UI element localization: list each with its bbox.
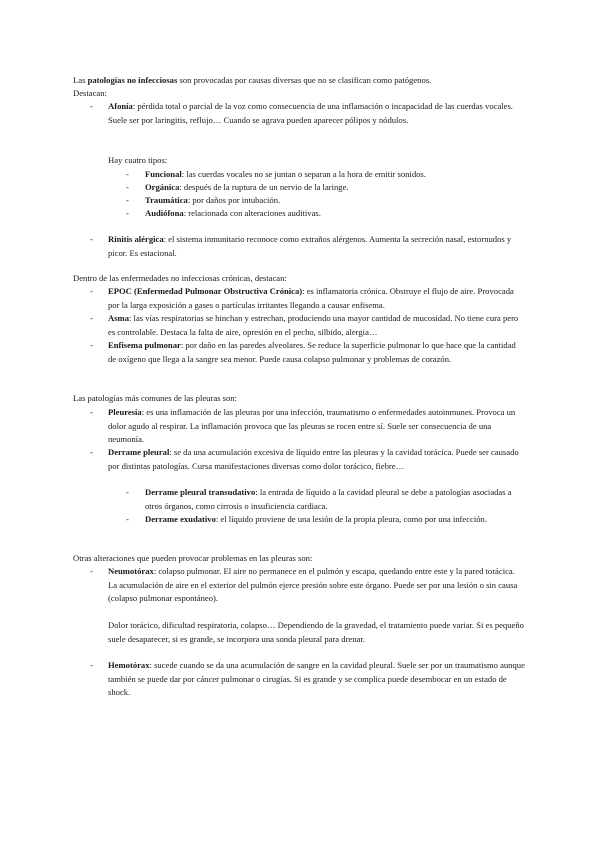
epoc-text: : es inflamatoria crónica. Obstruye el flujo de aire. Provocada por la larga exposición a gases o partículas irritantes llegando a causar enfisema. <box>108 286 514 310</box>
exudativo-text: : el líquido proviene de una lesión de la propia pleura, como por una infección. <box>215 514 487 524</box>
dash-bullet: - <box>90 660 93 670</box>
type-term: Orgánica <box>145 182 180 192</box>
asma-text: : las vías respiratorias se hinchan y estrechan, produciendo una mayor cantidad de mucosidad. No tiene cura pero es controlable. Destaca la falta de aire, opresión en el pecho, silbido, alergia… <box>108 313 519 337</box>
neumotorax-extra: Dolor torácico, dificultad respiratoria, colapso… Dependiendo de la gravedad, el tratamiento puede variar. Si es pequeño suele desaparecer, si es grande, se incorpora una sonda pleural para drenar. <box>108 620 524 644</box>
dash-bullet: - <box>90 101 93 111</box>
type-term: Traumática <box>145 195 188 205</box>
dash-bullet: - <box>126 487 129 497</box>
otras-intro: Otras alteraciones que pueden provocar problemas en las pleuras son: <box>73 553 313 563</box>
dash-bullet: - <box>126 182 129 192</box>
pleuresia-term: Pleuresía <box>108 407 142 417</box>
dash-bullet: - <box>90 313 93 323</box>
derrame-text: : se da una acumulación excesiva de líquido entre las pleuras y la cavidad torácica. Puede ser causado por distintas patologías. Cursa manifestaciones diversas como dolor torácico, fiebre… <box>108 447 519 471</box>
afonia-term: Afonía <box>108 101 133 111</box>
epoc-term: EPOC (Enfermedad Pulmonar Obstructiva Crónica) <box>108 286 303 296</box>
intro-pre: Las <box>73 75 88 85</box>
dash-bullet: - <box>90 566 93 576</box>
afonia-text: : pérdida total o parcial de la voz como consecuencia de una inflamación o incapacidad de las cuerdas vocales. Suele ser por laringitis, reflujo… Cuando se agrava pueden aparecer pólipos y nódulos. <box>108 101 513 125</box>
dash-bullet: - <box>126 169 129 179</box>
enfisema-text: : por daño en las paredes alveolares. Se reduce la superficie pulmonar lo que hace que la cantidad de oxígeno que llega a la sangre sea menor. Puede causa colapso pulmonar y problemas de corazón. <box>108 340 516 364</box>
dash-bullet: - <box>90 234 93 244</box>
neumotorax-term: Neumotórax <box>108 566 154 576</box>
intro-post: son provocadas por causas diversas que no se clasifican como patógenos. <box>177 75 432 85</box>
rinitis-term: Rinitis alérgica <box>108 234 164 244</box>
type-text: : por daños por intubación. <box>187 195 281 205</box>
type-term: Funcional <box>145 169 182 179</box>
intro-paragraph <box>73 74 533 100</box>
type-text: : después de la ruptura de un nervio de la laringe. <box>179 182 349 192</box>
type-text: : las cuerdas vocales no se juntan o separan a la hora de emitir sonidos. <box>181 169 426 179</box>
type-text: : relacionada con alteraciones auditivas. <box>183 208 321 218</box>
afonia-types-intro: Hay cuatro tipos: <box>108 155 168 165</box>
dash-bullet: - <box>90 340 93 350</box>
hemotorax-term: Hemotórax <box>108 660 150 670</box>
rinitis-text: : el sistema inmunitario reconoce como extraños alérgenos. Aumenta la secreción nasal, estornudos y picor. Es estacional. <box>108 234 512 258</box>
dash-bullet: - <box>126 208 129 218</box>
derrame-term: Derrame pleural <box>108 447 170 457</box>
pleuras-intro: Las patologías más comunes de las pleuras son: <box>73 393 237 403</box>
type-term: Audiófona <box>145 208 184 218</box>
dash-bullet: - <box>126 195 129 205</box>
exudativo-term: Derrame exudativo <box>145 514 216 524</box>
dash-bullet: - <box>90 447 93 457</box>
transudativo-term: Derrame pleural transudativo <box>145 487 256 497</box>
pleuresia-text: : es una inflamación de las pleuras por una infección, traumatismo o enfermedades autoinmunes. Provoca un dolor agudo al respirar. La inflamación provoca que las pleuras se rocen entre sí. Suele ser consecuencia de una neumonía. <box>108 407 516 444</box>
transudativo-text: : la entrada de líquido a la cavidad pleural se debe a patologías asociadas a otros órganos, como cirrosis o insuficiencia cardiaca. <box>145 487 512 511</box>
cronicas-intro: Dentro de las enfermedades no infecciosas crónicas, destacan: <box>73 273 287 283</box>
intro-bold: patologías no infecciosas <box>87 75 178 85</box>
intro-destacan: Destacan: <box>73 88 107 98</box>
asma-term: Asma <box>108 313 130 323</box>
hemotorax-text: : sucede cuando se da una acumulación de sangre en la cavidad pleural. Suele ser por un traumatismo aunque también se puede dar por cáncer pulmonar o cirugías. Si es grande y se complica puede desembocar en un estado de shock. <box>108 660 525 697</box>
dash-bullet: - <box>90 407 93 417</box>
enfisema-term: Enfisema pulmonar <box>108 340 181 350</box>
dash-bullet: - <box>126 514 129 524</box>
neumotorax-text: : colapso pulmonar. El aire no permanece en el pulmón y escapa, quedando entre este y la pared torácica. La acumulación de aire en el exterior del pulmón ejerce presión sobre este órgano. Puede ser por una lesión o sin causa (colapso pulmonar espontáneo). <box>108 566 518 603</box>
dash-bullet: - <box>90 286 93 296</box>
